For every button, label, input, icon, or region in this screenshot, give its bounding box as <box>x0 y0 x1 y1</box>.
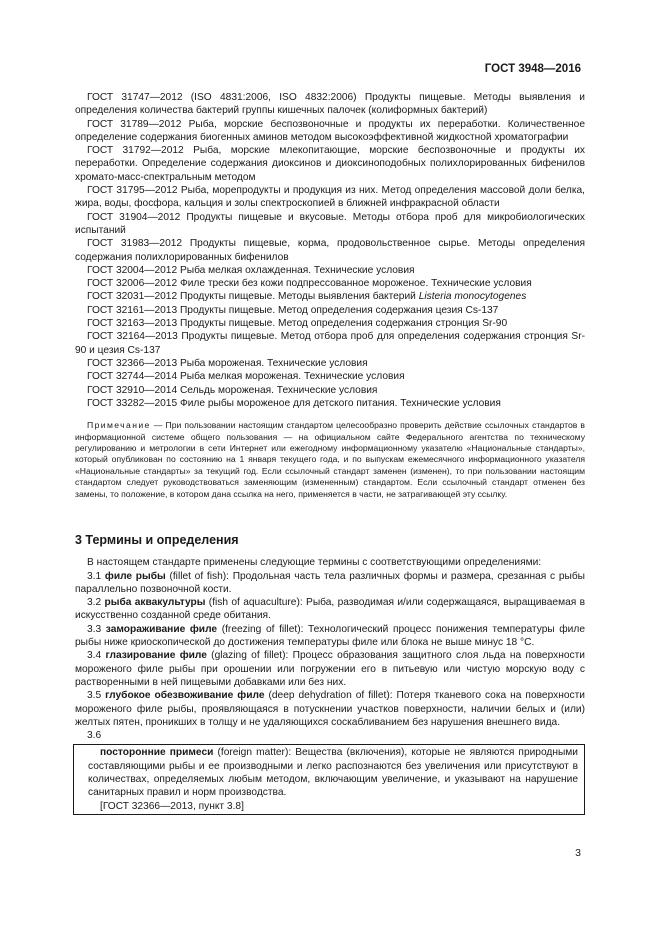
term-number: 3.2 <box>87 597 102 609</box>
term-definition: (foreign matter): Вещества (включения), которые не являются природными составляющими рыбы и ее производными и легко распознаются без увеличения или присутствуют в количествах, определяемых любым методом, включающим увеличение, и указывают на нарушение санитарных правил и норм производства. <box>88 747 578 799</box>
ref-item: ГОСТ 31789—2012 Рыба, морские беспозвоночные и продукты их переработки. Количественное определение содержания биогенных аминов методом высокоэффективной жидкостной хроматографии <box>75 118 585 143</box>
references-list <box>75 91 585 410</box>
ref-item: ГОСТ 32164—2013 Продукты пищевые. Метод отбора проб для определения содержания стронция Sr-90 и цезия Cs-137 <box>75 331 585 356</box>
note-paragraph <box>75 420 585 500</box>
ref-item: ГОСТ 32744—2014 Рыба мелкая мороженая. Технические условия <box>87 371 405 383</box>
note-text: — При пользовании настоящим стандартом целесообразно проверить действие ссылочных стандартов в информационной системе общего пользования — на официальном сайте Федерального агентства по техническому регулированию и метрологии в сети Интернет или ежегодному информационному указателю «Национальные стандарты», который опубликован по состоянию на 1 января текущего года, и по выпускам ежемесячного информационного указателя «Национальные стандарты» за текущий год. Если ссылочный стандарт заменен (изменен), то при пользовании настоящим стандартом следует руководствоваться заменяющим (измененным) стандартом. Если ссылочный стандарт отменен без замены, то положение, в котором дана ссылка на него, применяется в части, не затрагивающей эту ссылку. <box>75 420 585 499</box>
ref-item: ГОСТ 31792—2012 Рыба, морские млекопитающие, морские беспозвоночные и продукты их переработки. Определение содержания диоксинов и диоксиноподобных полихлорированных бифенилов хромато-масс-спектральным методом <box>75 145 585 183</box>
term-name: филе рыбы <box>104 570 166 582</box>
ref-item-text: ГОСТ 32031—2012 Продукты пищевые. Методы выявления бактерий <box>87 291 416 303</box>
term-number: 3.5 <box>87 690 102 702</box>
term-entry <box>75 596 585 623</box>
ref-item-italic: Listeria monocytogenes <box>418 291 527 303</box>
document-id-header: ГОСТ 3948—2016 <box>484 63 581 75</box>
term-number: 3.3 <box>87 623 102 635</box>
term-entry <box>88 746 578 799</box>
ref-item: ГОСТ 32366—2013 Рыба мороженая. Технические условия <box>87 357 368 369</box>
section-intro: В настоящем стандарте применены следующие термины с соответствующими определениями: <box>87 557 542 569</box>
term-entry <box>75 689 585 729</box>
page-number: 3 <box>575 847 581 859</box>
term-number: 3.4 <box>87 650 102 662</box>
ref-item <box>75 290 585 303</box>
ref-item: ГОСТ 31747—2012 (ISO 4831:2006, ISO 4832:2006) Продукты пищевые. Методы выявления и определения количества бактерий группы кишечных палочек (колиформных бактерий) <box>75 92 585 117</box>
term-name: посторонние примеси <box>100 747 214 759</box>
note-label: Примечание <box>87 420 151 431</box>
term-source: [ГОСТ 32366—2013, пункт 3.8] <box>100 800 244 812</box>
term-definition: (fillet of fish): Продольная часть тела различных формы и размера, срезанная с рыбы параллельно позвоночной кости. <box>75 570 586 595</box>
term-entry <box>75 649 585 689</box>
term-entry <box>75 570 585 597</box>
term-name: глазирование филе <box>105 650 207 662</box>
term-entry <box>75 623 585 650</box>
ref-item: ГОСТ 32004—2012 Рыба мелкая охлажденная. Технические условия <box>87 264 415 276</box>
ref-item: ГОСТ 31795—2012 Рыба, морепродукты и продукция из них. Метод определения массовой доли белка, жира, воды, фосфора, кальция и золы спектроскопией в ближней инфракрасной области <box>75 185 585 210</box>
term-definition: (freezing of fillet): Технологический процесс понижения температуры филе рыбы ниже криоскопической до достижения температуры филе или блока не выше минус 18 °С. <box>75 623 585 649</box>
term-definition: (deep dehydration of fillet): Потеря тканевого сока на поверхности мороженого филе рыбы, проявляющаяся в потускнении участков поверхности, наличии белых и (или) желтых пятен, проникших в толщу и не удаляющихся соскабливанием без нарушения внешнего вида. <box>75 690 585 728</box>
page-body <box>75 91 585 815</box>
term-definition: (glazing of fillet): Процесс образования защитного слоя льда на поверхности мороженого филе рыбы при орошении или погружении его в питьевую или чистую морскую воду с растворенными в ней пищевыми добавками или без них. <box>75 650 585 688</box>
term-number-3-6: 3.6 <box>87 730 102 742</box>
ref-item: ГОСТ 32163—2013 Продукты пищевые. Метод определения содержания стронция Sr-90 <box>87 318 508 330</box>
term-definition: (fish of aquaculture): Рыба, разводимая и/или содержащаяся, выращиваемая в искусственно созданной среде обитания. <box>75 597 585 622</box>
ref-item: ГОСТ 32006—2012 Филе трески без кожи подпрессованное мороженое. Технические условия <box>87 278 532 290</box>
term-name: замораживание филе <box>105 623 218 635</box>
ref-item: ГОСТ 31904—2012 Продукты пищевые и вкусовые. Методы отбора проб для микробиологических испытаний <box>75 211 585 236</box>
term-number: 3.1 <box>87 570 102 582</box>
ref-item: ГОСТ 32161—2013 Продукты пищевые. Метод определения содержания цезия Cs-137 <box>87 304 499 316</box>
ref-item: ГОСТ 32910—2014 Сельдь мороженая. Технические условия <box>87 384 378 396</box>
term-name: рыба аквакультуры <box>104 597 206 609</box>
framed-term-box <box>73 744 585 814</box>
ref-item: ГОСТ 31983—2012 Продукты пищевые, корма, продовольственное сырье. Методы определения содержания полихлорированных бифенилов <box>75 238 585 263</box>
term-name: глубокое обезвоживание филе <box>105 690 265 702</box>
ref-item: ГОСТ 33282—2015 Филе рыбы мороженое для детского питания. Технические условия <box>87 397 501 409</box>
section-title: 3 Термины и определения <box>75 532 239 547</box>
